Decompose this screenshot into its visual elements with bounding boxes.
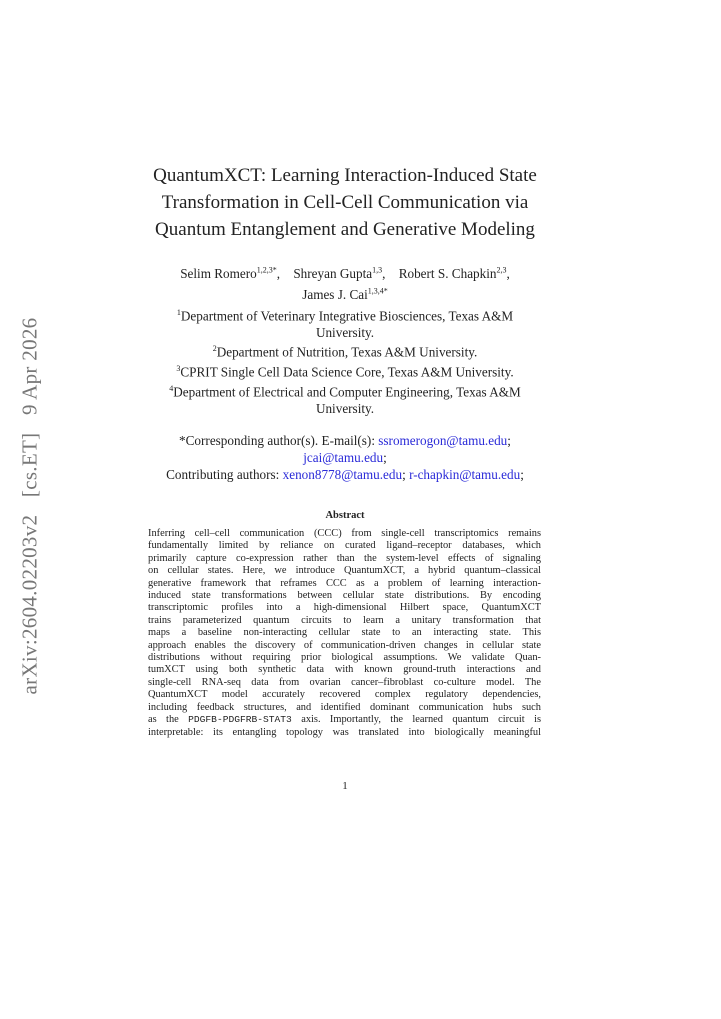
page-number: 1 (342, 780, 348, 792)
abstract-line: QuantumXCT model accurately recovered complex regulatory dependencies, (148, 689, 541, 701)
affiliation-continued: University. (315, 401, 375, 417)
author: Selim Romero$^{1,2,3*}$, (180, 266, 281, 282)
corresponding-email-link[interactable]: ssromerogon@tamu.edu (378, 433, 508, 448)
abstract-line: maps a baseline non-interacting cellular state to an interacting state. This (148, 627, 541, 639)
affiliation: $^2$Department of Nutrition, Texas A&M University. (212, 344, 478, 360)
abstract-line: including feedback structures, and identified dominant communication hubs such (148, 701, 541, 713)
arxiv-id: arXiv:2604.02203v2 (17, 514, 42, 695)
author: Robert S. Chapkin$^{2,3}$, (398, 266, 510, 282)
affiliation-continued: University. (315, 324, 375, 340)
abstract-line: interpretable: its entangling topology was translated into biologically meaningful (148, 726, 541, 738)
corresponding-email-link[interactable]: jcai@tamu.edu (303, 450, 384, 465)
abstract-line: approach enables the discovery of communication-driven changes in cellular state (148, 639, 541, 651)
contributing-email-link[interactable]: r-chapkin@tamu.edu (409, 467, 521, 482)
contact-info: *Corresponding author(s). E-mail(s): ssromerogon@tamu.edu; jcai@tamu.edu; Contributing authors: xenon8778@tamu.edu; r-chapkin@tamu.edu; (166, 433, 524, 482)
affiliation: $^4$Department of Electrical and Computer Engineering, Texas A&M (169, 384, 521, 400)
title-line: QuantumXCT: Learning Interaction-Induced State (153, 165, 537, 186)
author: James J. Cai$^{1,3,4*}$ (302, 286, 388, 302)
arxiv-date: 9 Apr 2026 (17, 317, 42, 416)
affiliation: $^1$Department of Veterinary Integrative Biosciences, Texas A&M (176, 308, 514, 324)
author: Shreyan Gupta$^{1,3}$, (293, 266, 386, 282)
abstract-body (148, 528, 541, 739)
abstract-line: on cellular states. Here, we introduce QuantumXCT, a hybrid quantum–classical (148, 565, 541, 577)
contributing-email-link[interactable]: xenon8778@tamu.edu (282, 467, 403, 482)
abstract-line: trains parameterized quantum circuits to learn a unitary transformation that (148, 614, 541, 626)
arxiv-category: [cs.ET] (17, 432, 42, 498)
title-line: Quantum Entanglement and Generative Modeling (155, 219, 535, 240)
abstract-line: tumXCT using both synthetic data with known ground-truth interactions and (148, 664, 541, 676)
abstract-heading: Abstract (325, 510, 365, 521)
abstract-line: fundamentally limited by reliance on curated ligand–receptor databases, which (148, 540, 541, 552)
abstract-line: single-cell RNA-seq data from ovarian cancer–fibroblast co-culture model. The (148, 676, 541, 688)
title-line: Transformation in Cell-Cell Communication via (161, 192, 529, 213)
contributing-label: Contributing authors: (166, 467, 280, 482)
arxiv-sidebar-identifier (18, 306, 43, 695)
author-list (120, 262, 570, 303)
abstract-line: Inferring cell–cell communication (CCC) from single-cell transcriptomics remains (148, 528, 541, 539)
abstract-line: transcriptomic profiles into a high-dimensional Hilbert space, QuantumXCT (148, 602, 541, 614)
abstract-line: primarily capture co-expression rather than the system-level effects of signaling (148, 552, 541, 564)
abstract-line: distributions without requiring prior biological assumptions. We validate Quan- (148, 652, 541, 664)
abstract-line: induced state transformations between cellular state distributions. By encoding (148, 590, 541, 602)
abstract-line: as the PDGFB-PDGFRB-STAT3 axis. Importantly, the learned quantum circuit is (148, 714, 541, 726)
affiliation: $^3$CPRIT Single Cell Data Science Core, Texas A&M University. (176, 364, 514, 380)
pathway-axis-code: PDGFB-PDGFRB-STAT3 (188, 714, 292, 726)
paper-title (100, 162, 590, 243)
corresponding-label: *Corresponding author(s). E-mail(s): (179, 433, 375, 448)
abstract-line: generative framework that reframes CCC as a problem of learning interaction- (148, 577, 541, 589)
affiliations (120, 305, 570, 418)
